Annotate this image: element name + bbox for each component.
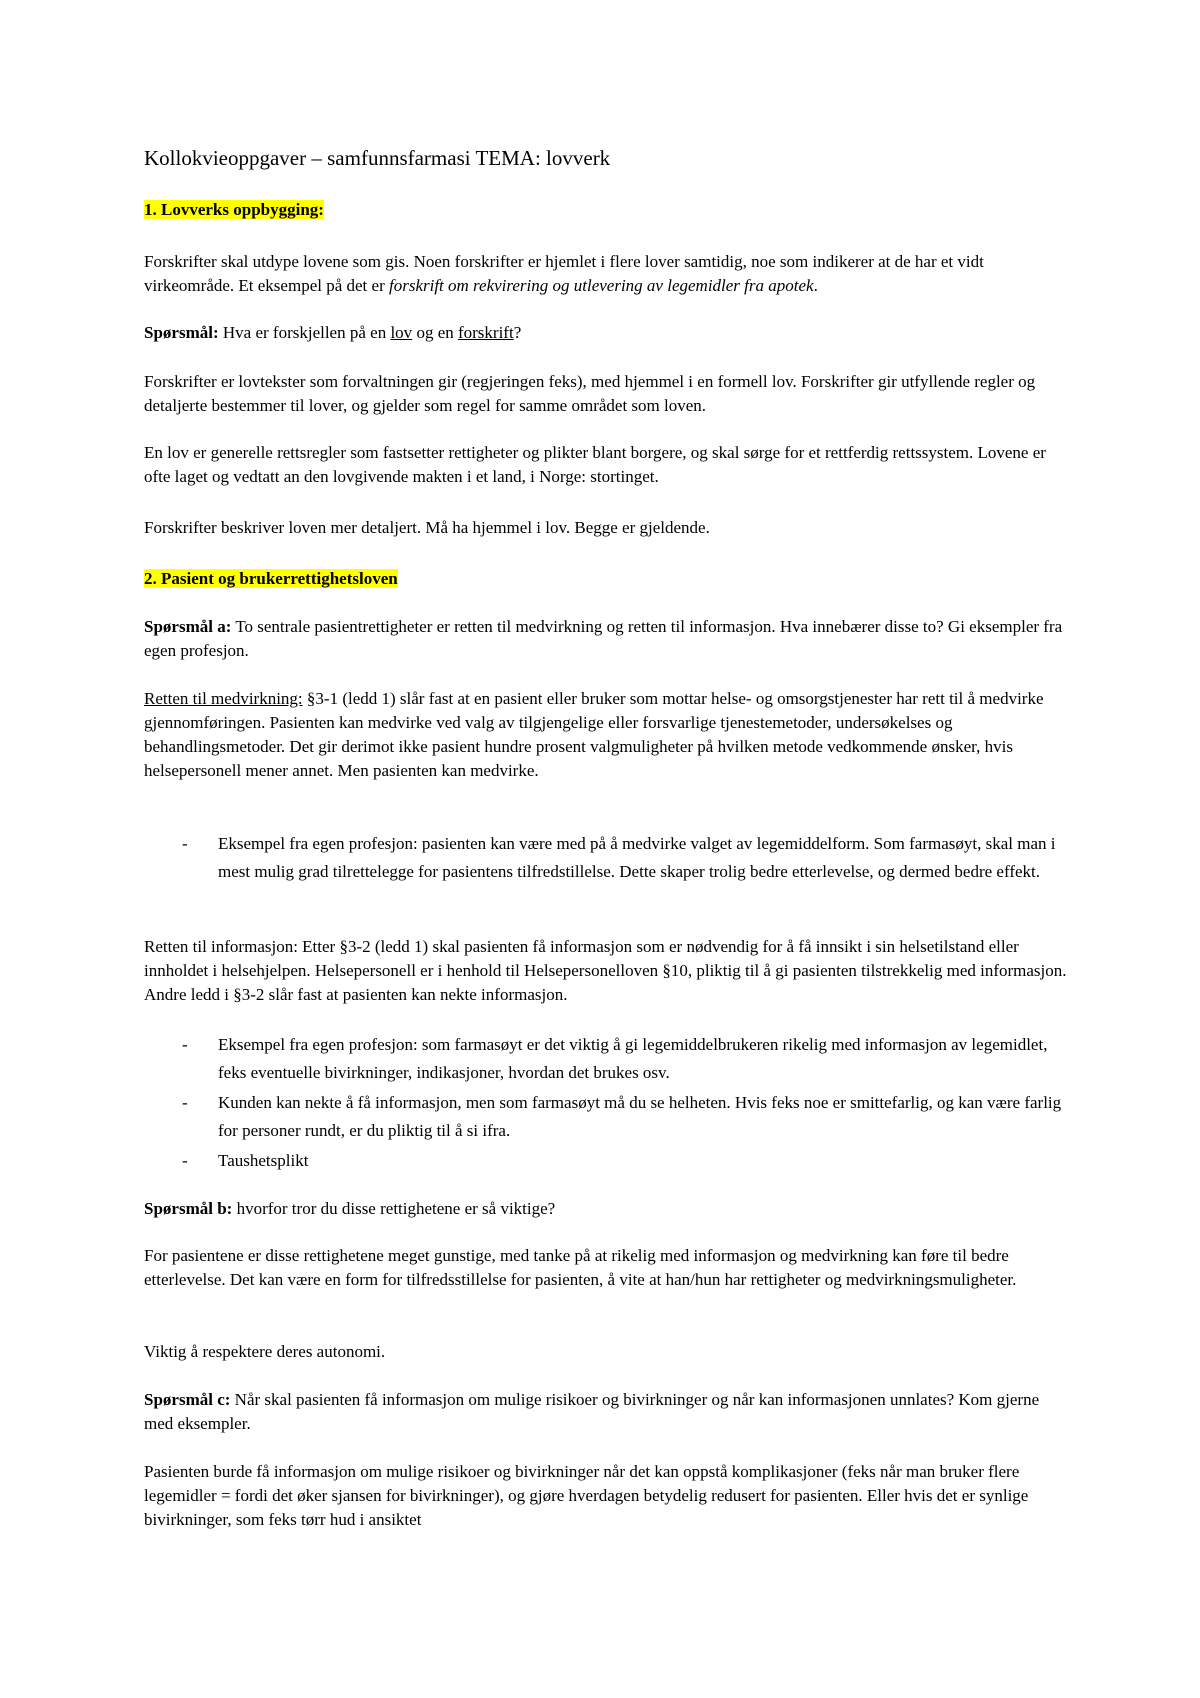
bullet-dash: -: [182, 1035, 188, 1054]
question-c-text: Når skal pasienten få informasjon om mulige risikoer og bivirkninger og når kan informasjonen unnlates? Kom gjerne med eksempler.: [144, 1390, 1040, 1433]
question-b-text: hvorfor tror du disse rettighetene er så viktige?: [232, 1199, 556, 1218]
medvirkning-paragraph: [144, 687, 1070, 783]
answer-b-2: Viktig å respektere deres autonomi.: [144, 1342, 386, 1361]
question-a-text: To sentrale pasientrettigheter er retten til medvirkning og retten til informasjon. Hva innebærer disse to? Gi eksempler fra egen profesjon.: [144, 617, 1063, 660]
question-text: Hva er forskjellen på en: [218, 323, 391, 342]
answer-lov: En lov er generelle rettsregler som fastsetter rettigheter og plikter blant borgere, og skal sørge for et rettferdig rettssystem. Lovene er ofte laget og vedtatt an den lovgivende makten i et land, i Norge: stortinget.: [144, 443, 1046, 486]
answer-c: Pasienten burde få informasjon om mulige risikoer og bivirkninger når det kan oppstå komplikasjoner (feks når man bruker flere legemidler = fordi det øker sjansen for bivirkninger), og gjøre hverdagen betydelig redusert for pasienten. Eller hvis det er synlige bivirkninger, som feks tørr hud i ansiktet: [144, 1462, 1029, 1529]
question-b: [144, 1197, 1070, 1221]
question-text-2: og en: [412, 323, 458, 342]
question-label: Spørsmål:: [144, 323, 219, 342]
informasjon-paragraph: Retten til informasjon: Etter §3-2 (ledd 1) skal pasienten få informasjon som er nødvendig for å få innsikt i sin helsetilstand eller innholdet i helsehjelpen. Helsepersonell er i henhold til Helsepersonelloven §10, pliktig til å gi pasienten tilstrekkelig med informasjon. Andre ledd i §3-2 slår fast at pasienten kan nekte informasjon.: [144, 937, 1067, 1004]
answer-summary: Forskrifter beskriver loven mer detaljert. Må ha hjemmel i lov. Begge er gjeldende.: [144, 518, 710, 537]
question-a-label: Spørsmål a:: [144, 617, 232, 636]
list-item: [144, 1147, 1070, 1175]
intro-example: forskrift om rekvirering og utlevering av legemidler fra apotek: [388, 276, 814, 295]
section-1-intro: [144, 250, 1070, 298]
list-item-text: Kunden kan nekte å få informasjon, men som farmasøyt må du se helheten. Hvis feks noe er smittefarlig, og kan være farlig for personer rundt, er du pliktig til å si ifra.: [218, 1093, 1062, 1140]
medvirkning-text: §3-1 (ledd 1) slår fast at en pasient eller bruker som mottar helse- og omsorgstjenester har rett til å medvirke gjennomføringen. Pasienten kan medvirke ved valg av tilgjengelige eller forsvarlige tjenestemetoder, undersøkelses og behandlingsmetoder. Det gir derimot ikke pasient hundre prosent valgmuligheter på hvilken metode vedkommende ønsker, hvis helsepersonell mener annet. Men pasienten kan medvirke.: [144, 689, 1044, 780]
term-lov: lov: [390, 323, 413, 342]
section-2-heading-line: [144, 567, 1070, 591]
medvirkning-label: Retten til medvirkning:: [144, 689, 303, 708]
document-title: Kollokvieoppgaver – samfunnsfarmasi TEMA: lovverk: [144, 146, 611, 170]
bullet-dash: -: [182, 1093, 188, 1112]
question-end: ?: [513, 323, 522, 342]
section-1-heading-line: [144, 198, 1070, 222]
section-1-heading: 1. Lovverks oppbygging:: [144, 200, 324, 219]
answer-forskrifter: Forskrifter er lovtekster som forvaltningen gir (regjeringen feks), med hjemmel i en formell lov. Forskrifter gir utfyllende regler og detaljerte bestemmer til lover, og gjelder som regel for samme området som loven.: [144, 372, 1036, 415]
list-item-text: Taushetsplikt: [218, 1151, 309, 1170]
term-forskrift: forskrift: [457, 323, 514, 342]
list-item: [144, 1031, 1070, 1087]
intro-text: Forskrifter skal utdype lovene som gis. Noen forskrifter er hjemlet i flere lover samtidig, noe som indikerer at de har et vidt virkeområde. Et eksempel på det er: [144, 252, 984, 295]
answer-b-1: For pasientene er disse rettighetene meget gunstige, med tanke på at rikelig med informasjon og medvirkning kan føre til bedre etterlevelse. Det kan være en form for tilfredsstillelse for pasienten, å vite at han/hun har rettigheter og medvirkningsmuligheter.: [144, 1246, 1017, 1289]
section-1-question: [144, 321, 1070, 345]
bullet-dash: -: [182, 834, 188, 853]
question-b-label: Spørsmål b:: [144, 1199, 233, 1218]
question-c-label: Spørsmål c:: [144, 1390, 231, 1409]
section-2-heading: 2. Pasient og brukerrettighetsloven: [144, 569, 398, 588]
bullet-dash: -: [182, 1151, 188, 1170]
list-item: [144, 1089, 1070, 1145]
list-item-text: Eksempel fra egen profesjon: som farmasøyt er det viktig å gi legemiddelbrukeren rikelig med informasjon av legemidlet, feks eventuelle bivirkninger, indikasjoner, hvordan det brukes osv.: [218, 1035, 1048, 1082]
question-c: [144, 1388, 1070, 1436]
question-a: [144, 615, 1070, 663]
intro-end: .: [813, 276, 818, 295]
list-item-text: Eksempel fra egen profesjon: pasienten kan være med på å medvirke valget av legemiddelform. Som farmasøyt, skal man i mest mulig grad tilrettelegge for pasientens tilfredstillelse. Dette skaper trolig bedre etterlevelse, og dermed bedre effekt.: [218, 834, 1056, 881]
list-item: [144, 830, 1070, 914]
